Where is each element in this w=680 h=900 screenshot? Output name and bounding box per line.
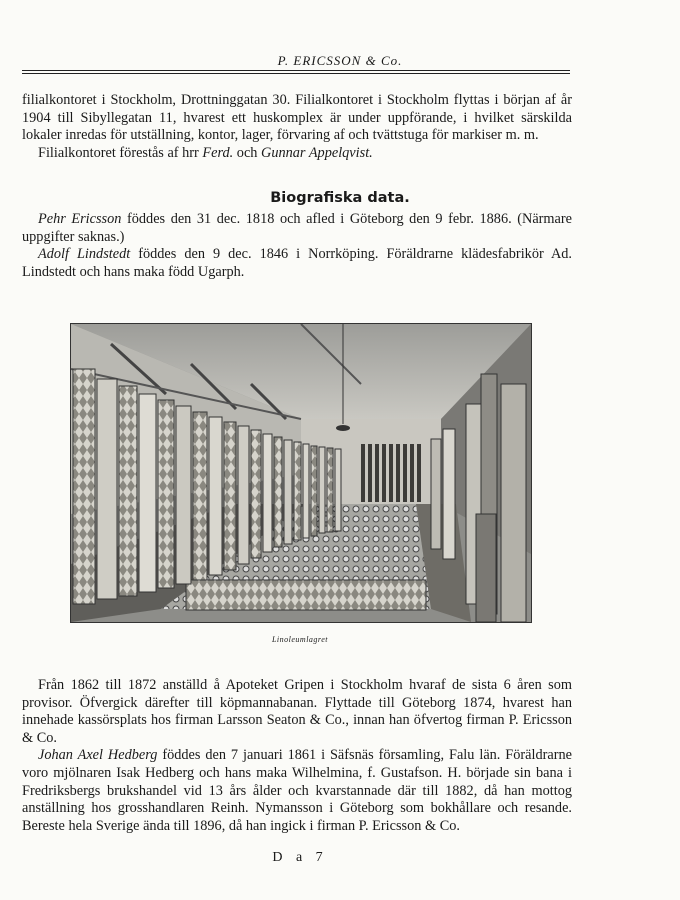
running-head: P. ERICSSON & Co.	[277, 53, 403, 68]
header-rule-top	[22, 70, 570, 71]
linoleum-warehouse-illustration	[71, 324, 531, 622]
paragraph-managers: Filialkontoret förestås af hrr Ferd. och Gunnar Appelqvist.	[38, 144, 373, 161]
figure-caption: Linoleumlagret	[271, 635, 329, 644]
manager-name-1: Ferd.	[202, 144, 234, 161]
header-rule-bottom	[22, 73, 570, 74]
person-name: Johan Axel Hedberg	[38, 747, 158, 764]
manager-name-2: Gunnar Appelqvist.	[261, 144, 373, 161]
paragraph-lindstedt-career: Från 1862 till 1872 anställd å Apoteket Gripen i Stockholm hvaraf de sista 6 åren som provisor. Öfvergick därefter till köpmannabanan. Flyttade till Göteborg 1874, hvarest han innehade kassörsplats hos firman Larsson Seaton & Co., innan han öfvertog firman P. Ericsson & Co.	[22, 677, 572, 746]
text-block-branch-office	[22, 92, 572, 162]
person-name: Pehr Ericsson	[38, 211, 122, 227]
text-block-biographies	[22, 211, 572, 281]
person-name: Adolf Lindstedt	[38, 246, 131, 263]
paragraph-johan-axel-hedberg: Johan Axel Hedberg föddes den 7 januari 1861 i Säfsnäs församling, Falu län. Föräldrarne voro mjölnaren Isak Hedberg och hans maka Wilhelmina, f. Gustafson. H. började sin bana i Fredriksbergs brukshandel vid 13 års ålder och kvarstannade där till 1882, då han mottog anställning hos grosshandlaren Reinh. Nymansson i Göteborg som bokhållare och resande. Bereste hela Sverige ända till 1896, då han ingick i firman P. Ericsson & Co.	[22, 747, 572, 834]
paragraph-pehr-ericsson: Pehr Ericsson föddes den 31 dec. 1818 och afled i Göteborg den 9 febr. 1886. (Närmare uppgifter saknas.)	[22, 211, 573, 245]
text-block-careers	[22, 677, 572, 835]
paragraph-adolf-lindstedt: Adolf Lindstedt föddes den 9 dec. 1846 i Norrköping. Föräldrarne klädesfabrikör Ad. Lindstedt och hans maka född Ugarph.	[22, 246, 572, 280]
paragraph-branch-office: filialkontoret i Stockholm, Drottninggatan 30. Filialkontoret i Stockholm flyttas i början af år 1904 till Sibyllegatan 11, hvarest ett huskomplex är under uppförande, i hvilket särskilda lokaler inredas för utställning, kontor, lager, förvaring af och tvättstuga för markiser m. m.	[22, 92, 572, 144]
page-folio: D a 7	[272, 850, 328, 865]
section-heading: Biografiska data.	[270, 190, 410, 206]
warehouse-photograph	[70, 323, 532, 623]
